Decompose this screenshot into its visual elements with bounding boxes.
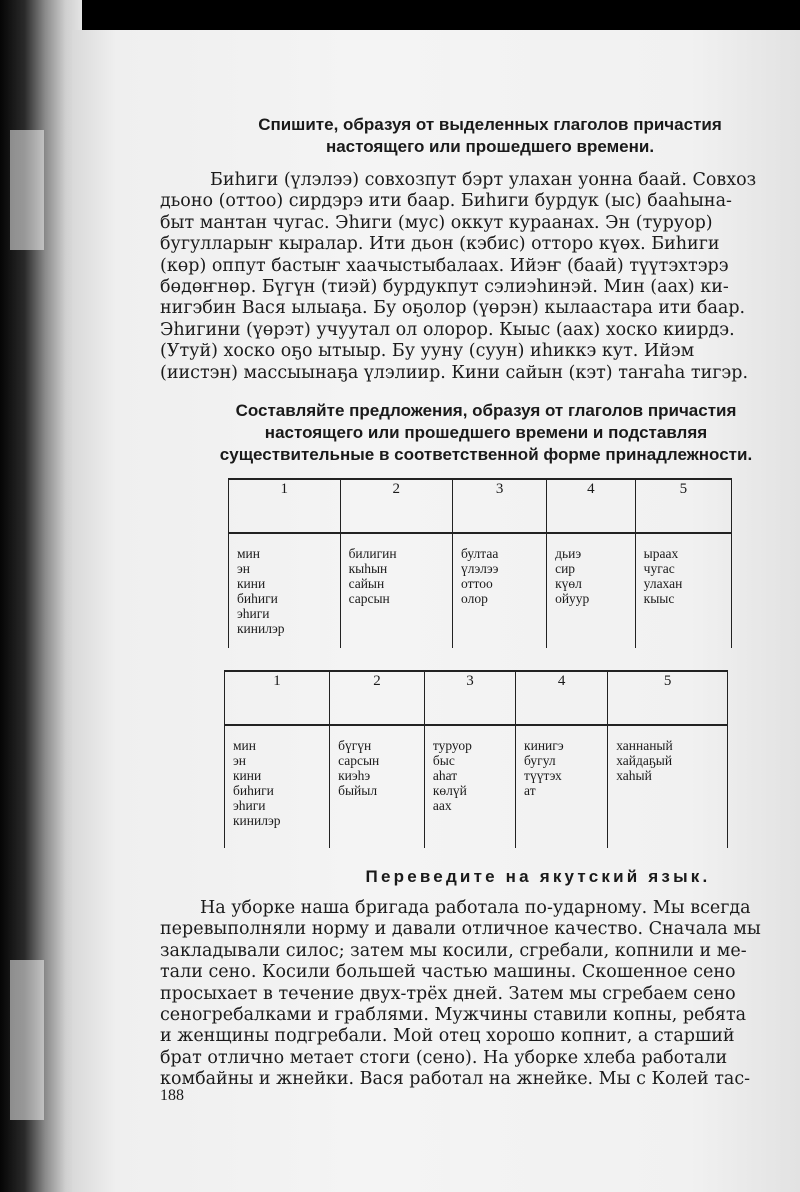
table-header-cell: 4 — [547, 479, 636, 533]
table-cell — [424, 725, 515, 848]
scan-top-edge — [0, 0, 800, 30]
word: сарсын — [348, 591, 390, 606]
table-header-row — [229, 479, 732, 533]
word: хаhый — [616, 768, 652, 783]
word: киэһэ — [338, 768, 371, 783]
heading-line: Спишите, образуя от выделенных глаголов причастия — [258, 115, 722, 134]
text-line: бөдөҥнөр. Бүгүн (тиэй) бурдукпут сэлиэhинэй. Мин (аах) ки- — [160, 277, 729, 298]
exercise3-text — [160, 898, 785, 1091]
word: туруор — [432, 738, 472, 753]
text-line: (иистэн) массыынаҕа үлэлиир. Кини сайын (кэт) таҥаhа тигэр. — [160, 362, 749, 383]
word: түүтэх — [524, 768, 562, 783]
exercise2-heading — [180, 400, 792, 466]
text-line: бугулларыҥ кыралар. Ити дьон (кэбис) отторо күөх. Биhиги — [160, 234, 720, 255]
text-line: и женщины подгребали. Мой отец хорошо копнит, а старший — [160, 1026, 735, 1047]
exercise3-heading: Переведите на якутский язык. — [365, 867, 711, 886]
text-line: тали сено. Косили большей частью машины. Скошенное сено — [160, 962, 736, 983]
word: кыhын — [348, 561, 388, 576]
table-header-cell: 5 — [608, 671, 728, 725]
word: кинилэр — [233, 813, 281, 828]
table-header-cell: 3 — [424, 671, 515, 725]
table-cell — [635, 533, 731, 648]
table-header-cell: 3 — [453, 479, 547, 533]
text-line: просыхает в течение двух-трёх дней. Затем мы сгребаем сено — [160, 983, 736, 1004]
text-line: сеногребалками и граблями. Мужчины ставили копны, ребята — [160, 1005, 747, 1026]
table-cell — [330, 725, 425, 848]
word: аах — [432, 798, 452, 813]
table-header-cell: 2 — [330, 671, 425, 725]
word: быс — [432, 753, 455, 768]
book-spine-shadow — [0, 0, 82, 1192]
text-line: комбайны и жнейки. Вася работал на жнейке. Мы с Колей тас- — [160, 1069, 751, 1090]
table-header-cell: 2 — [340, 479, 452, 533]
word: бултаа — [461, 546, 499, 561]
text-line: (көр) оппут бастыҥ хаачыстыбалаах. Ийэҥ (баай) түүтэхтэрэ — [160, 255, 729, 276]
table-cell — [516, 725, 608, 848]
text-line: Эhигини (үөрэт) учуутал ол олорор. Кыыс (аах) хоско киирдэ. — [160, 319, 735, 340]
word: кинилэр — [237, 621, 285, 636]
table-header-cell: 5 — [635, 479, 731, 533]
word: дьиэ — [555, 546, 582, 561]
table-cell — [225, 725, 330, 848]
word: кини — [233, 768, 262, 783]
word: быйыл — [338, 783, 378, 798]
table-1 — [228, 478, 732, 648]
text-line: дьоно (оттоо) сирдэрэ ити баар. Биhиги бурдук (ыс) бааhына- — [160, 191, 732, 212]
word: бүгүн — [338, 738, 372, 753]
heading-line: существительные в соответственной форме принадлежности. — [219, 445, 753, 464]
table-cell — [608, 725, 728, 848]
spine-glare — [10, 960, 44, 1120]
word: бугул — [524, 753, 556, 768]
text-line: перевыполняли норму и давали отличное качество. Сначала мы — [160, 919, 761, 940]
text-line: нигэбин Вася ылыаҕа. Бу оҕолор (үөрэн) кылаастара ити баар. — [160, 298, 746, 319]
table-cell — [453, 533, 547, 648]
table-cell — [547, 533, 636, 648]
word: ойуур — [555, 591, 590, 606]
text-line: (Утуй) хоско оҕо ытыыр. Бу ууну (суун) иhиккэ кут. Ийэм — [160, 341, 695, 362]
word: сир — [555, 561, 576, 576]
word: эн — [233, 753, 247, 768]
word: олор — [461, 591, 488, 606]
word: биhиги — [237, 591, 278, 606]
table-header-cell: 1 — [229, 479, 341, 533]
exercise1-heading — [190, 114, 790, 158]
word: улахан — [643, 576, 683, 591]
table-row — [225, 725, 728, 848]
word: кини — [237, 576, 266, 591]
word: эhиги — [233, 798, 266, 813]
word: аhат — [432, 768, 458, 783]
text-line: На уборке наша бригада работала по-ударному. Мы всегда — [200, 898, 751, 918]
table-header-cell: 1 — [225, 671, 330, 725]
word: оттоо — [461, 576, 493, 591]
word: ат — [524, 783, 536, 798]
word: мин — [233, 738, 256, 753]
word: чугас — [643, 561, 675, 576]
spine-glare — [10, 130, 44, 250]
exercise1-text — [160, 170, 785, 384]
word: эн — [237, 561, 251, 576]
word: мин — [237, 546, 260, 561]
text-line: брат отлично метает стоги (сено). На уборке хлеба работали — [160, 1047, 728, 1068]
word: көлүй — [432, 783, 467, 798]
word: сарсын — [338, 753, 380, 768]
table-header-cell: 4 — [516, 671, 608, 725]
word: эhиги — [237, 606, 270, 621]
heading-line: Составляйте предложения, образуя от глаголов причастия — [235, 401, 737, 420]
table-row — [229, 533, 732, 648]
word: кыыс — [643, 591, 675, 606]
text-line: Биhиги (үлэлээ) совхозпут бэрт улахан уонна баай. Совхоз — [210, 170, 757, 190]
word: күөл — [555, 576, 582, 591]
word: биhиги — [233, 783, 274, 798]
table-2 — [224, 670, 728, 848]
word: хайдаҕый — [616, 753, 673, 768]
page-number: 188 — [160, 1087, 184, 1104]
word: билигин — [348, 546, 397, 561]
text-line: закладывали силос; затем мы косили, сгребали, копнили и ме- — [160, 940, 747, 961]
table-header-row — [225, 671, 728, 725]
word: ыраах — [643, 546, 679, 561]
word: үлэлээ — [461, 561, 499, 576]
heading-line: настоящего или прошедшего времени и подставляя — [264, 423, 708, 442]
heading-line: настоящего или прошедшего времени. — [325, 137, 655, 156]
table-cell — [340, 533, 452, 648]
text-line: быт мантан чугас. Эhиги (мус) оккут кураанах. Эн (туруор) — [160, 212, 713, 233]
word: кинигэ — [524, 738, 564, 753]
word: сайын — [348, 576, 385, 591]
table-cell — [229, 533, 341, 648]
word: ханнаный — [616, 738, 673, 753]
